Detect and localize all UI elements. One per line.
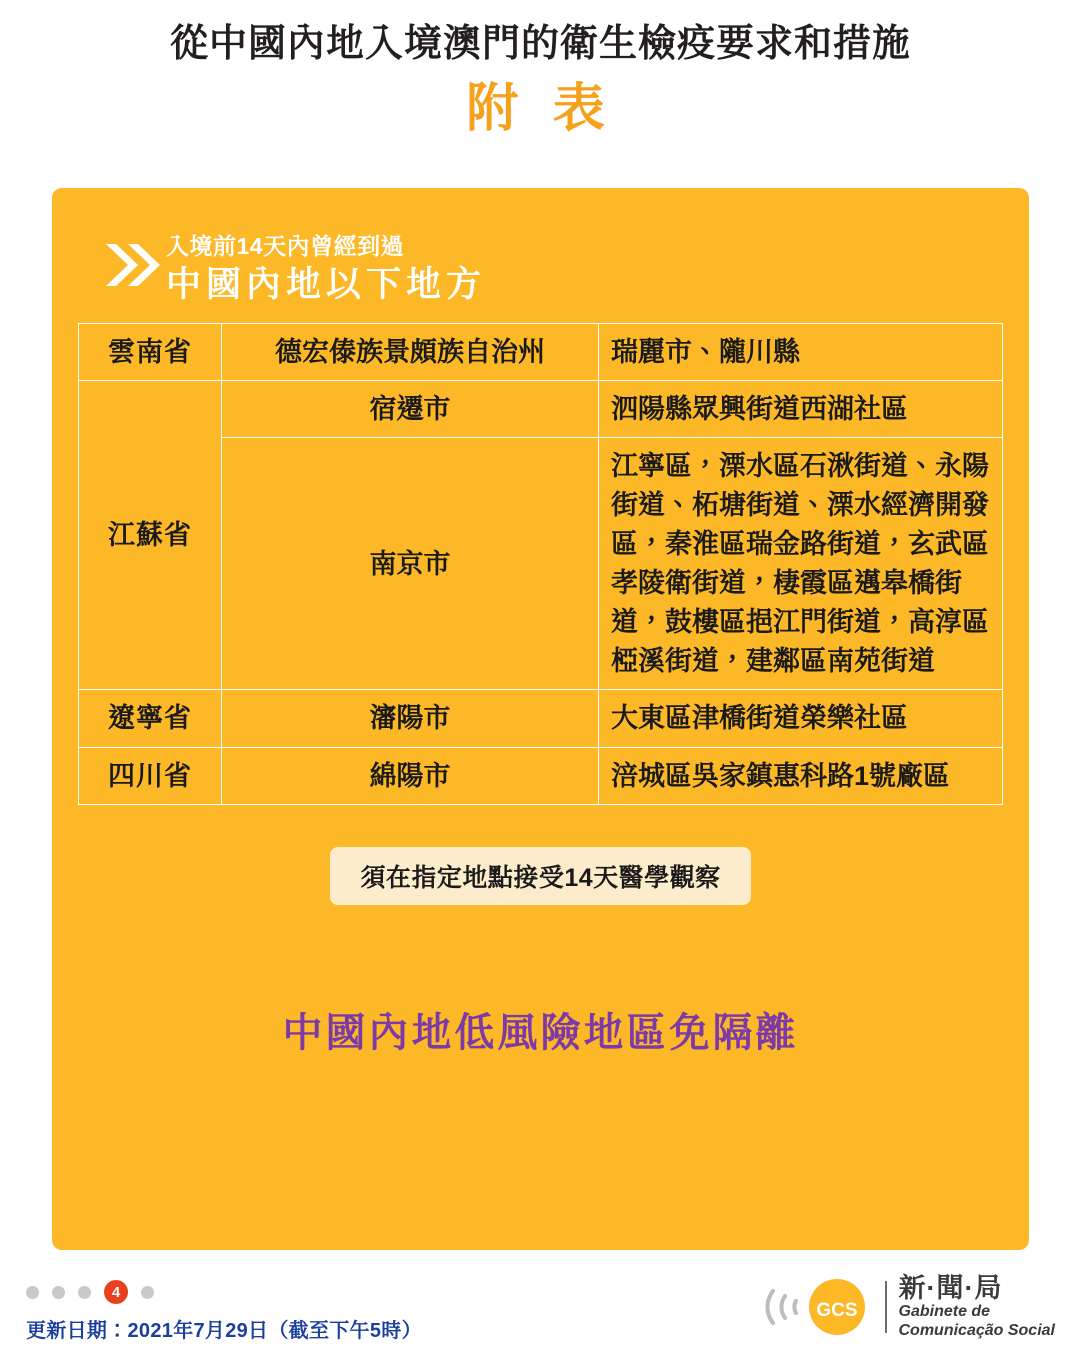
section-title: 中國內地以下地方	[166, 264, 487, 304]
cell-area: 涪城區吳家鎮惠科路1號廠區	[599, 747, 1003, 804]
double-chevron-right-icon	[104, 238, 162, 296]
cell-city: 南京市	[222, 438, 599, 690]
cell-area: 大東區津橋街道榮樂社區	[599, 690, 1003, 747]
note-container	[52, 847, 1029, 905]
section-heading	[52, 188, 1029, 307]
cell-city: 綿陽市	[222, 747, 599, 804]
cell-province: 四川省	[79, 747, 222, 804]
quarantine-note: 須在指定地點接受14天醫學觀察	[330, 847, 750, 905]
svg-text:GCS: GCS	[815, 1300, 858, 1321]
logo-text	[899, 1274, 1056, 1340]
cell-area: 瑞麗市、隴川縣	[599, 323, 1003, 380]
update-date: 更新日期：2021年7月29日（截至下午5時）	[26, 1320, 422, 1342]
page-indicator	[26, 1280, 154, 1304]
cell-city: 瀋陽市	[222, 690, 599, 747]
page-dot-active[interactable]: 4	[104, 1280, 128, 1304]
page-subtitle: 附 表	[466, 79, 615, 138]
table-row	[79, 323, 1003, 380]
table-row	[79, 747, 1003, 804]
content-card	[52, 188, 1029, 1250]
cell-area: 泗陽縣眾興街道西湖社區	[599, 380, 1003, 437]
page-dot[interactable]	[52, 1286, 65, 1299]
cell-province: 江蘇省	[79, 380, 222, 690]
logo-divider	[885, 1281, 887, 1333]
poster-header	[0, 0, 1081, 139]
cell-province: 遼寧省	[79, 690, 222, 747]
cell-city: 德宏傣族景頗族自治州	[222, 323, 599, 380]
table-row	[79, 690, 1003, 747]
page-title: 從中國內地入境澳門的衛生檢疫要求和措施	[169, 23, 911, 65]
cell-city: 宿遷市	[222, 380, 599, 437]
page-dot[interactable]	[78, 1286, 91, 1299]
regions-table	[78, 323, 1003, 806]
gcs-logo-icon	[761, 1275, 873, 1339]
page-dot[interactable]	[26, 1286, 39, 1299]
logo-name-pt-line2: Comunicação Social	[898, 1321, 1055, 1339]
page-dot[interactable]	[141, 1286, 154, 1299]
cell-province: 雲南省	[79, 323, 222, 380]
gcs-logo	[761, 1274, 1056, 1340]
section-subtitle: 入境前14天內曾經到過	[166, 233, 405, 259]
section-heading-text	[166, 232, 486, 307]
logo-name-pt-line1: Gabinete de	[898, 1303, 991, 1321]
poster-footer	[0, 1262, 1081, 1351]
cell-area: 江寧區，溧水區石湫街道、永陽街道、柘塘街道、溧水經濟開發區，秦淮區瑞金路街道，玄武區孝陵衛街道，棲霞區邁皋橋街道，鼓樓區挹江門街道，高淳區椏溪街道，建鄰區南苑街道	[599, 438, 1003, 690]
logo-name-cn: 新·聞·局	[898, 1272, 1003, 1303]
low-risk-banner: 中國內地低風險地區免隔離	[282, 1011, 799, 1056]
table-row	[79, 380, 1003, 437]
